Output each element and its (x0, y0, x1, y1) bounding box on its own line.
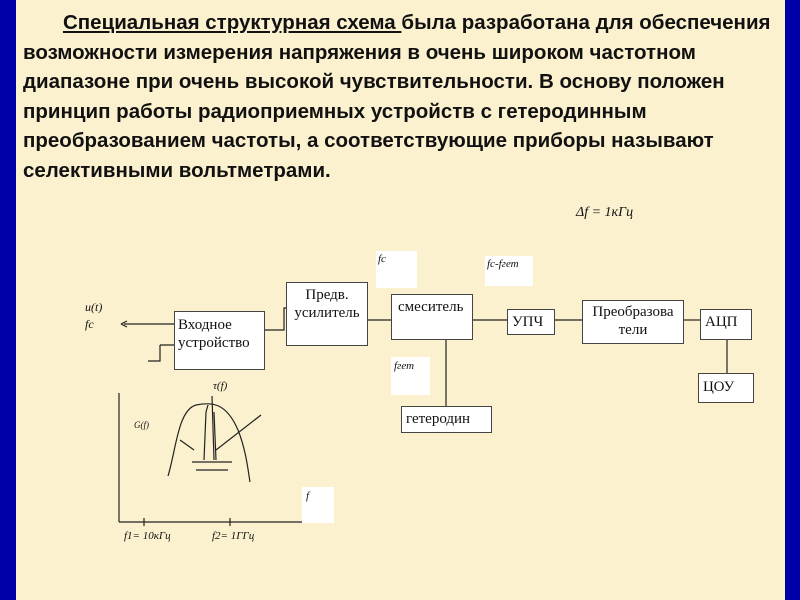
heterodyne-label: гетеродин (406, 411, 471, 427)
adc-block (700, 309, 752, 340)
input-u-label: u(t) (85, 300, 103, 314)
tau-label: τ(f) (213, 380, 228, 392)
tau-pointer (212, 396, 214, 460)
f2-label: f2= 1ГГц (212, 530, 255, 542)
converter-label: Преобразова тели (592, 304, 674, 338)
fc-label: fc (378, 253, 386, 265)
ground-symbol (148, 345, 174, 361)
mixer-block (391, 294, 473, 340)
f1-label: f1= 10кГц (124, 530, 171, 542)
fc-fget-label-box (485, 256, 533, 286)
paragraph-body: была разработана для обеспечения возможности измерения напряжения в очень широком частотном диапазоне при очень высокой чувствительности. В основу положен принцип работы радиоприемных устройств с гетеродинным преобразованием частоты, а соответствующие приборы называют селективными вольтметрами. (23, 11, 771, 182)
f-axis-label-box (302, 487, 334, 523)
upch-label: УПЧ (512, 314, 544, 330)
f-axis-label: f (306, 490, 310, 502)
slide (16, 0, 785, 600)
g-label: G(f) (134, 420, 149, 430)
converter-block (582, 300, 684, 344)
preamp-label: Предв. усилитель (294, 287, 360, 321)
input-device-block (174, 311, 265, 370)
input-device-label: Входное устройство (178, 317, 250, 351)
fc-label-box (376, 251, 417, 288)
preamp-block (286, 282, 368, 346)
upch-block (507, 309, 555, 335)
input-fc-label: fc (85, 317, 94, 331)
bandwidth-label: Δf = 1кГц (576, 205, 634, 220)
sweep-line (216, 415, 261, 450)
mixer-label: смеситель (398, 299, 464, 315)
adc-label: АЦП (705, 314, 738, 330)
g-pointer (180, 440, 194, 450)
link-input-preamp (264, 308, 286, 330)
display-label: ЦОУ (703, 379, 735, 395)
fc-fget-label: fc-fгет (487, 258, 519, 270)
fget-label: fгет (394, 360, 415, 372)
fget-label-box (391, 357, 430, 395)
passband-baseline (192, 462, 232, 470)
paragraph-title: Специальная структурная схема (63, 11, 402, 34)
display-block (698, 373, 754, 403)
heterodyne-block (401, 406, 492, 433)
